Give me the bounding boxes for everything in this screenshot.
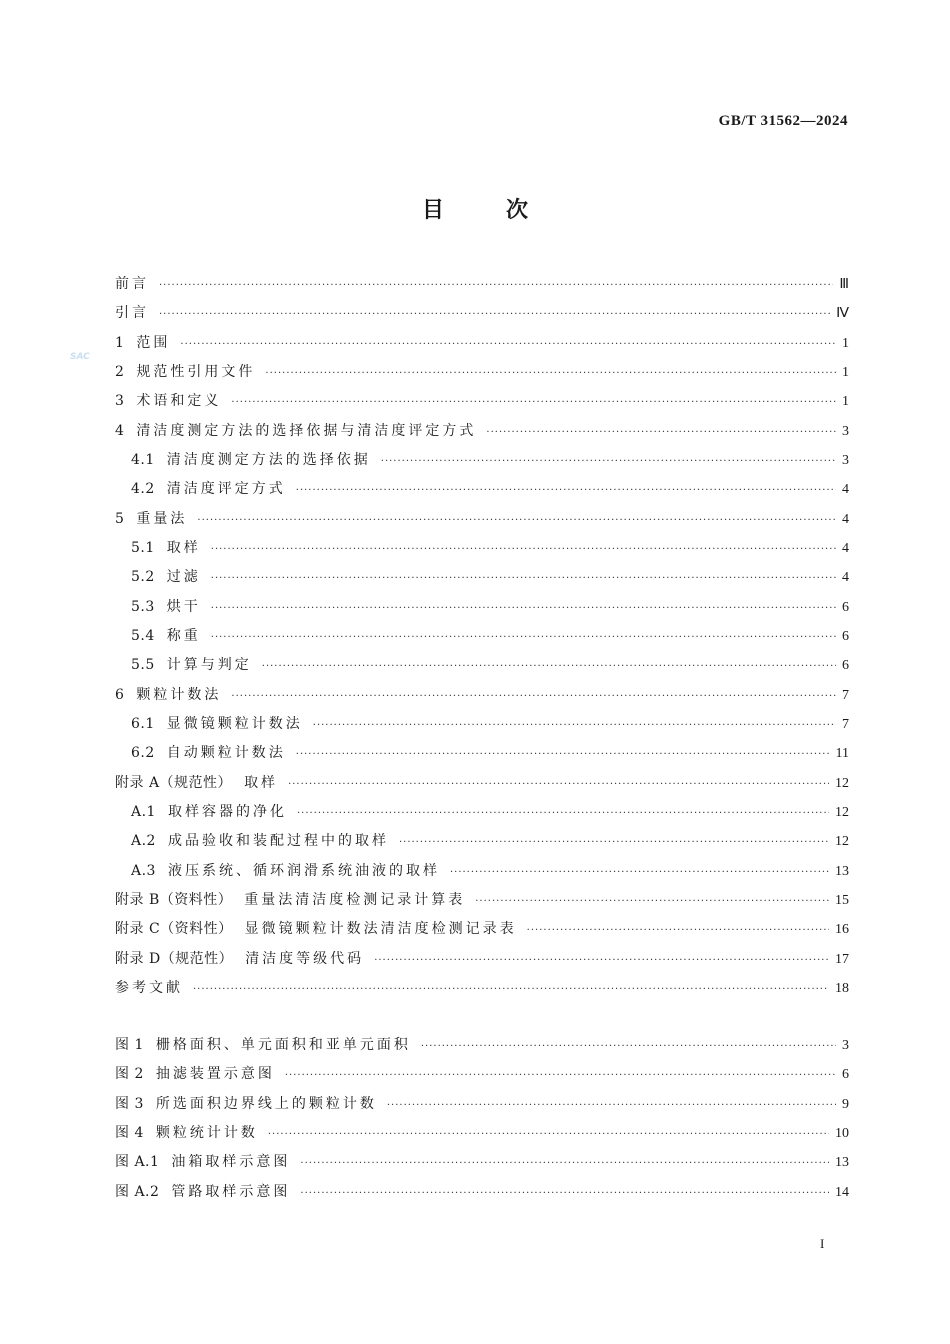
toc-entry[interactable] xyxy=(131,830,849,852)
toc-entry-page: 4 xyxy=(842,570,849,586)
dot-leader xyxy=(285,1065,836,1087)
toc-entry-number: 1 xyxy=(115,334,125,351)
dot-leader xyxy=(211,568,836,590)
toc-entry[interactable] xyxy=(115,361,849,383)
toc-entry[interactable] xyxy=(115,302,849,324)
dot-leader xyxy=(300,1153,829,1175)
toc-entry-number: 6 xyxy=(115,686,125,703)
toc-entry[interactable] xyxy=(131,537,849,559)
dot-leader xyxy=(387,1095,836,1117)
toc-entry-page: 6 xyxy=(842,658,849,674)
dot-leader xyxy=(180,334,836,356)
toc-entry-page: 16 xyxy=(835,922,849,938)
toc-entry-number: 6.2 xyxy=(131,745,155,762)
toc-entry-page: 12 xyxy=(835,804,849,820)
toc-entry[interactable] xyxy=(131,742,849,764)
toc-entry-number: 5 xyxy=(115,510,125,527)
toc-entry-title: 过滤 xyxy=(166,569,201,586)
dot-leader xyxy=(211,539,836,561)
toc-entry-page: 7 xyxy=(842,716,849,732)
figure-entry[interactable] xyxy=(115,1034,849,1056)
toc-entry[interactable] xyxy=(131,713,849,735)
toc-entry-page: 15 xyxy=(835,892,849,908)
toc-entry-title: 成品验收和装配过程中的取样 xyxy=(167,833,389,850)
toc-entry-title: 范围 xyxy=(136,334,171,351)
toc-entry-number: A.1 xyxy=(131,803,156,820)
toc-entry[interactable] xyxy=(115,420,849,442)
toc-entry[interactable] xyxy=(115,889,849,911)
dot-leader xyxy=(399,832,829,854)
toc-entry-number: 5.4 xyxy=(131,627,155,644)
toc-entry[interactable] xyxy=(115,508,849,530)
figure-entry[interactable] xyxy=(115,1063,849,1085)
toc-entry-page: 3 xyxy=(842,452,849,468)
toc-entry-title: 重量法清洁度检测记录计算表 xyxy=(244,891,466,908)
toc-entry-title: 清洁度测定方法的选择依据 xyxy=(166,451,371,468)
dot-leader xyxy=(159,304,830,326)
toc-entry-number: 4 xyxy=(115,422,125,439)
figure-entry-title: 所选面积边界线上的颗粒计数 xyxy=(155,1095,377,1112)
dot-leader xyxy=(450,862,829,884)
dot-leader xyxy=(296,480,836,502)
toc-entry-title: 颗粒计数法 xyxy=(136,686,222,703)
figure-entry-page: 14 xyxy=(835,1184,849,1200)
toc-entry-number: A.3 xyxy=(131,862,156,879)
dot-leader xyxy=(211,598,836,620)
toc-entry[interactable] xyxy=(115,390,849,412)
dot-leader xyxy=(265,363,836,385)
toc-entry-page: 4 xyxy=(842,482,849,498)
figure-entry-page: 10 xyxy=(835,1125,849,1141)
toc-entry-page: 7 xyxy=(842,687,849,703)
toc-entry-number: A.2 xyxy=(131,833,156,850)
toc-entry-title: 清洁度等级代码 xyxy=(245,950,365,967)
toc-entry[interactable] xyxy=(131,478,849,500)
toc-entry-title: 称重 xyxy=(166,627,201,644)
toc-entry-page: 17 xyxy=(835,951,849,967)
toc-entry-page: 1 xyxy=(842,394,849,410)
dot-leader xyxy=(297,803,829,825)
toc-entry-number: 5.3 xyxy=(131,598,155,615)
toc-entry-title: 引言 xyxy=(115,305,149,322)
figure-entry-title: 管路取样示意图 xyxy=(171,1183,291,1200)
toc-entry-title: 取样 xyxy=(166,539,201,556)
toc-entry[interactable] xyxy=(131,860,849,882)
toc-entry-title: 规范性引用文件 xyxy=(136,363,256,380)
toc-entry[interactable] xyxy=(115,918,849,940)
toc-entry-page: Ⅲ xyxy=(839,277,849,292)
toc-entry-number: 4.1 xyxy=(131,451,155,468)
toc-entry-title: 显微镜颗粒计数法 xyxy=(166,715,303,732)
dot-leader xyxy=(300,1183,829,1205)
dot-leader xyxy=(211,627,836,649)
toc-entry-title: 液压系统、循环润滑系统油液的取样 xyxy=(167,862,440,879)
toc-entry[interactable] xyxy=(115,772,849,794)
toc-entry-number: 5.2 xyxy=(131,569,155,586)
toc-entry-page: 18 xyxy=(835,980,849,996)
figure-entry-number: 图 4 xyxy=(115,1124,144,1141)
figure-entry-number: 图 A.2 xyxy=(115,1183,160,1200)
dot-leader xyxy=(268,1124,829,1146)
figure-entry-page: 9 xyxy=(842,1096,849,1112)
figure-entry[interactable] xyxy=(115,1181,849,1203)
toc-entry-number: 附录 A（规范性） xyxy=(115,774,233,791)
toc-entry-page: 13 xyxy=(835,863,849,879)
toc-entry-page: 12 xyxy=(835,775,849,791)
toc-entry-page: 3 xyxy=(842,423,849,439)
figure-entry[interactable] xyxy=(115,1093,849,1115)
toc-entry[interactable] xyxy=(131,654,849,676)
figure-entry-title: 抽滤装置示意图 xyxy=(155,1066,275,1083)
figure-entry[interactable] xyxy=(115,1122,849,1144)
toc-entry-title: 计算与判定 xyxy=(166,657,252,674)
toc-entry-number: 附录 D（规范性） xyxy=(115,950,234,967)
toc-entry[interactable] xyxy=(131,625,849,647)
figure-entry-page: 3 xyxy=(842,1038,849,1053)
toc-entry-page: Ⅳ xyxy=(836,306,849,322)
figure-entry-page: 13 xyxy=(835,1155,849,1171)
toc-entry[interactable] xyxy=(131,566,849,588)
toc-entry-title: 清洁度评定方式 xyxy=(166,481,286,498)
toc-entry[interactable] xyxy=(115,684,849,706)
toc-entry-page: 4 xyxy=(842,540,849,556)
standard-code: GB/T 31562—2024 xyxy=(718,113,848,129)
toc-entry-number: 附录 C（资料性） xyxy=(115,921,233,938)
dot-leader xyxy=(421,1036,836,1058)
toc-entry-number: 2 xyxy=(115,363,125,380)
toc-entry-page: 12 xyxy=(835,834,849,850)
dot-leader xyxy=(231,392,836,414)
dot-leader xyxy=(374,950,829,972)
dot-leader xyxy=(313,715,836,737)
figure-entry[interactable] xyxy=(115,1151,849,1173)
toc-entry-title: 烘干 xyxy=(166,598,201,615)
toc-entry[interactable] xyxy=(115,273,849,295)
dot-leader xyxy=(527,920,829,942)
toc-entry[interactable] xyxy=(115,948,849,970)
toc-entry-title: 参考文献 xyxy=(115,979,183,996)
toc-entry-title: 自动颗粒计数法 xyxy=(166,745,286,762)
toc-entry-number: 5.1 xyxy=(131,539,155,556)
figure-entry-number: 图 3 xyxy=(115,1095,144,1112)
dot-leader xyxy=(262,656,836,678)
toc-entry-page: 4 xyxy=(842,511,849,527)
toc-entry-title: 前言 xyxy=(115,276,149,292)
toc-entry-page: 6 xyxy=(842,628,849,644)
sac-watermark-logo: SAC xyxy=(70,352,90,362)
dot-leader xyxy=(381,451,836,473)
dot-leader xyxy=(159,275,833,297)
figure-entry-title: 油箱取样示意图 xyxy=(171,1154,291,1171)
toc-entry-page: 1 xyxy=(842,335,849,351)
toc-entry-number: 6.1 xyxy=(131,715,155,732)
figure-entry-number: 图 A.1 xyxy=(115,1154,160,1171)
toc-entry[interactable] xyxy=(115,332,849,354)
dot-leader xyxy=(288,774,829,796)
toc-entry-page: 11 xyxy=(835,746,849,762)
dot-leader xyxy=(231,686,836,708)
toc-entry-number: 3 xyxy=(115,393,125,410)
figure-entry-title: 栅格面积、单元面积和亚单元面积 xyxy=(155,1037,411,1053)
page-title: 目次 xyxy=(421,198,590,223)
toc-entry[interactable] xyxy=(131,449,849,471)
page-number: I xyxy=(820,1236,825,1251)
toc-entry-number: 附录 B（资料性） xyxy=(115,891,233,908)
toc-entry[interactable] xyxy=(131,801,849,823)
toc-entry-number: 4.2 xyxy=(131,481,155,498)
toc-entry-title: 清洁度测定方法的选择依据与清洁度评定方式 xyxy=(136,422,477,439)
toc-entry-number: 5.5 xyxy=(131,657,155,674)
toc-entry-title: 取样 xyxy=(244,774,279,791)
toc-entry-title: 术语和定义 xyxy=(136,393,222,410)
figure-entry-number: 图 2 xyxy=(115,1066,144,1083)
toc-entry-page: 6 xyxy=(842,599,849,615)
figure-entry-number: 图 1 xyxy=(115,1037,144,1053)
figure-entry-page: 6 xyxy=(842,1067,849,1083)
figure-entry-title: 颗粒统计计数 xyxy=(155,1124,258,1141)
dot-leader xyxy=(193,979,829,1001)
dot-leader xyxy=(197,510,836,532)
toc-entry[interactable] xyxy=(115,977,849,999)
toc-entry-page: 1 xyxy=(842,364,849,380)
dot-leader xyxy=(296,744,830,766)
toc-entry-title: 重量法 xyxy=(136,510,188,527)
toc-entry-title: 显微镜颗粒计数法清洁度检测记录表 xyxy=(244,921,517,938)
dot-leader xyxy=(486,422,836,444)
dot-leader xyxy=(475,891,829,913)
toc-entry[interactable] xyxy=(131,596,849,618)
toc-entry-title: 取样容器的净化 xyxy=(167,803,287,820)
